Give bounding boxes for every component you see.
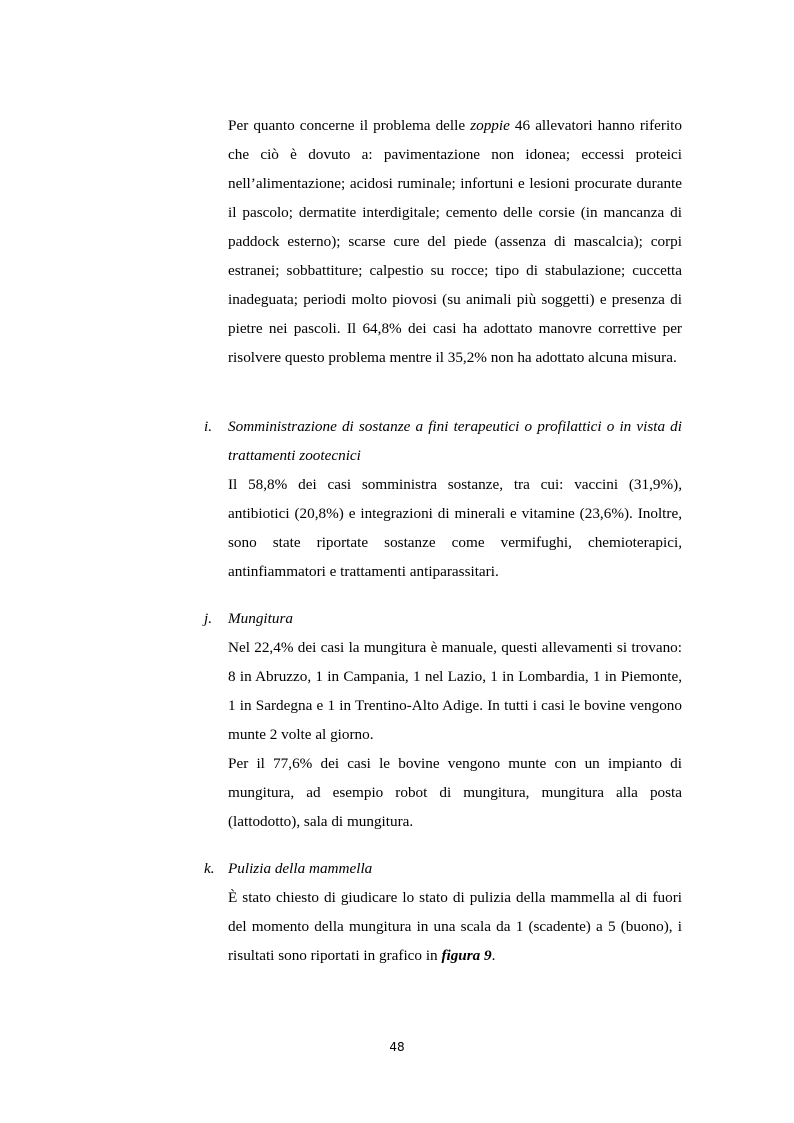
section-k-marker: k. [204, 860, 215, 877]
section-j-marker: j. [204, 610, 213, 627]
section-k-text-end: . [491, 947, 496, 964]
section-i-heading: Somministrazione di sostanze a fini terapeutici o profilattici o in vista di trattamenti zootecnici [228, 418, 682, 464]
page-number: 48 [389, 1040, 405, 1054]
intro-text-start: Per quanto concerne il problema delle [228, 117, 471, 134]
section-i-marker: i. [204, 418, 213, 435]
section-j-paragraph-2: Per il 77,6% dei casi le bovine vengono munte con un impianto di mungitura, ad esempio robot di mungitura, mungitura alla posta (lattodotto), sala di mungitura. [228, 755, 682, 830]
section-j-heading: Mungitura [228, 610, 293, 627]
intro-paragraph [228, 111, 682, 372]
figure-reference[interactable]: figura 9 [441, 947, 492, 964]
zoppie-paragraph [228, 111, 682, 372]
section-j [204, 604, 682, 836]
section-i-paragraph: Il 58,8% dei casi somministra sostanze, tra cui: vaccini (31,9%), antibiotici (20,8%) e integrazioni di minerali e vitamine (23,6%). Inoltre, sono state riportate sostanze come vermifughi, chemioterapici, antinfiammatori e trattamenti antiparassitari. [228, 476, 682, 580]
intro-text-rest: 46 allevatori hanno riferito che ciò è dovuto a: pavimentazione non idonea; eccessi proteici nell’alimentazione; acidosi ruminale; infortuni e lesioni procurate durante il pascolo; dermatite interdigitale; cemento delle corsie (in mancanza di paddock esterno); scarse cure del piede (assenza di mascalcia); corpi estranei; sobbattiture; calpestio su rocce; tipo di stabulazione; cuccetta inadeguata; periodi molto piovosi (su animali più soggetti) e presenza di pietre nei pascoli. Il 64,8% dei casi ha adottato manovre correttive per risolvere questo problema mentre il 35,2% non ha adottato alcuna misura. [228, 117, 682, 366]
section-i [204, 412, 682, 586]
section-k [204, 854, 682, 970]
section-j-paragraph-1: Nel 22,4% dei casi la mungitura è manuale, questi allevamenti si trovano: 8 in Abruzzo, 1 in Campania, 1 nel Lazio, 1 in Lombardia, 1 in Piemonte, 1 in Sardegna e 1 in Trentino-Alto Adige. In tutti i casi le bovine vengono munte 2 volte al giorno. [228, 639, 682, 743]
section-k-text: È stato chiesto di giudicare lo stato di pulizia della mammella al di fuori del momento della mungitura in una scala da 1 (scadente) a 5 (buono), i risultati sono riportati in grafico in [228, 889, 682, 964]
section-k-paragraph [228, 883, 682, 970]
zoppie-term: zoppie [470, 117, 510, 134]
section-k-heading: Pulizia della mammella [228, 860, 373, 877]
